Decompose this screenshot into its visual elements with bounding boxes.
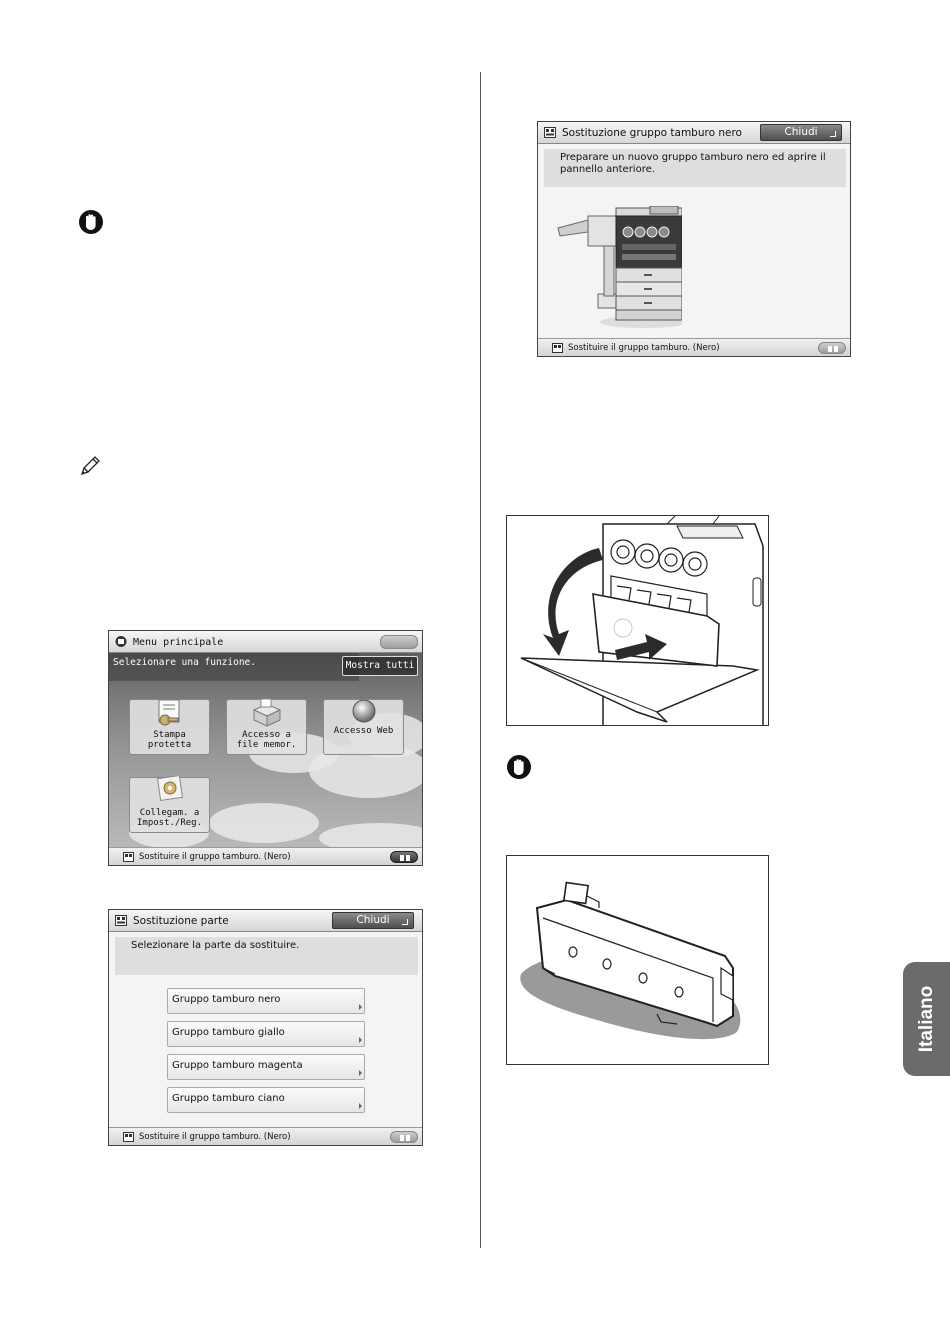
part-item-black-drum[interactable]: Gruppo tamburo nero <box>167 988 365 1014</box>
status-monitor-button[interactable] <box>390 851 418 863</box>
main-menu-title: Menu principale <box>133 637 224 648</box>
status-monitor-button[interactable] <box>390 1131 418 1143</box>
replace-part-icon <box>544 127 556 138</box>
important-hand-icon <box>78 209 104 235</box>
status-monitor-icon <box>827 345 839 353</box>
drum-unit-drawing <box>507 856 769 1065</box>
close-button[interactable]: Chiudi <box>760 124 842 141</box>
part-replacement-screen <box>108 909 423 1146</box>
tile-label: Collegam. a Impost./Reg. <box>136 808 203 828</box>
drum-screen-statusbar <box>538 338 850 356</box>
part-item-yellow-drum[interactable]: Gruppo tamburo giallo <box>167 1021 365 1047</box>
main-menu-icon <box>115 636 127 647</box>
tile-web-access[interactable] <box>323 699 404 755</box>
drum-unit-illustration <box>506 855 769 1065</box>
part-screen-titlebar <box>109 910 422 932</box>
language-label: Italiano <box>915 985 937 1053</box>
status-text: Sostituire il gruppo tamburo. (Nero) <box>139 852 291 862</box>
menu-prompt: Selezionare una funzione. <box>109 653 359 681</box>
language-side-tab <box>903 962 950 1076</box>
open-front-panel-illustration <box>506 515 769 726</box>
status-monitor-icon <box>399 854 411 862</box>
tile-secure-print[interactable] <box>129 699 210 755</box>
drum-message: Preparare un nuovo gruppo tamburo nero ed aprire il pannello anteriore. <box>544 149 846 187</box>
status-text: Sostituire il gruppo tamburo. (Nero) <box>139 1132 291 1142</box>
drum-screen-titlebar <box>538 122 850 144</box>
tile-label: Accesso a file memor. <box>236 730 297 750</box>
stored-files-icon <box>250 698 284 728</box>
part-screen-title: Sostituzione parte <box>133 915 229 927</box>
status-monitor-icon <box>399 1134 411 1142</box>
close-button[interactable]: Chiudi <box>332 912 414 929</box>
replace-part-icon <box>115 915 127 926</box>
tile-stored-files[interactable] <box>226 699 307 755</box>
status-text: Sostituire il gruppo tamburo. (Nero) <box>568 343 720 353</box>
column-divider <box>480 72 481 1248</box>
show-all-button[interactable]: Mostra tutti <box>342 656 418 676</box>
part-prompt: Selezionare la parte da sostituire. <box>115 937 418 975</box>
tile-label: Accesso Web <box>333 726 394 736</box>
important-hand-icon <box>506 754 532 780</box>
main-menu-statusbar <box>109 847 422 865</box>
tile-settings-link[interactable] <box>129 777 210 833</box>
status-icon <box>123 852 134 862</box>
printer-illustration <box>552 206 682 330</box>
drum-screen-title: Sostituzione gruppo tamburo nero <box>562 127 742 139</box>
web-access-icon <box>347 698 381 728</box>
secure-print-icon <box>153 698 187 728</box>
status-icon <box>552 343 563 353</box>
part-item-cyan-drum[interactable]: Gruppo tamburo ciano <box>167 1087 365 1113</box>
main-menu-screen <box>108 630 423 866</box>
part-screen-statusbar <box>109 1127 422 1145</box>
part-item-magenta-drum[interactable]: Gruppo tamburo magenta <box>167 1054 365 1080</box>
drum-replacement-screen <box>537 121 851 357</box>
settings-link-icon <box>153 776 187 806</box>
open-panel-drawing <box>507 516 769 726</box>
status-icon <box>123 1132 134 1142</box>
home-button[interactable] <box>380 635 418 649</box>
main-menu-titlebar <box>109 631 422 653</box>
tile-label: Stampa protetta <box>147 730 192 750</box>
note-pencil-icon <box>78 454 102 478</box>
status-monitor-button[interactable] <box>818 342 846 354</box>
